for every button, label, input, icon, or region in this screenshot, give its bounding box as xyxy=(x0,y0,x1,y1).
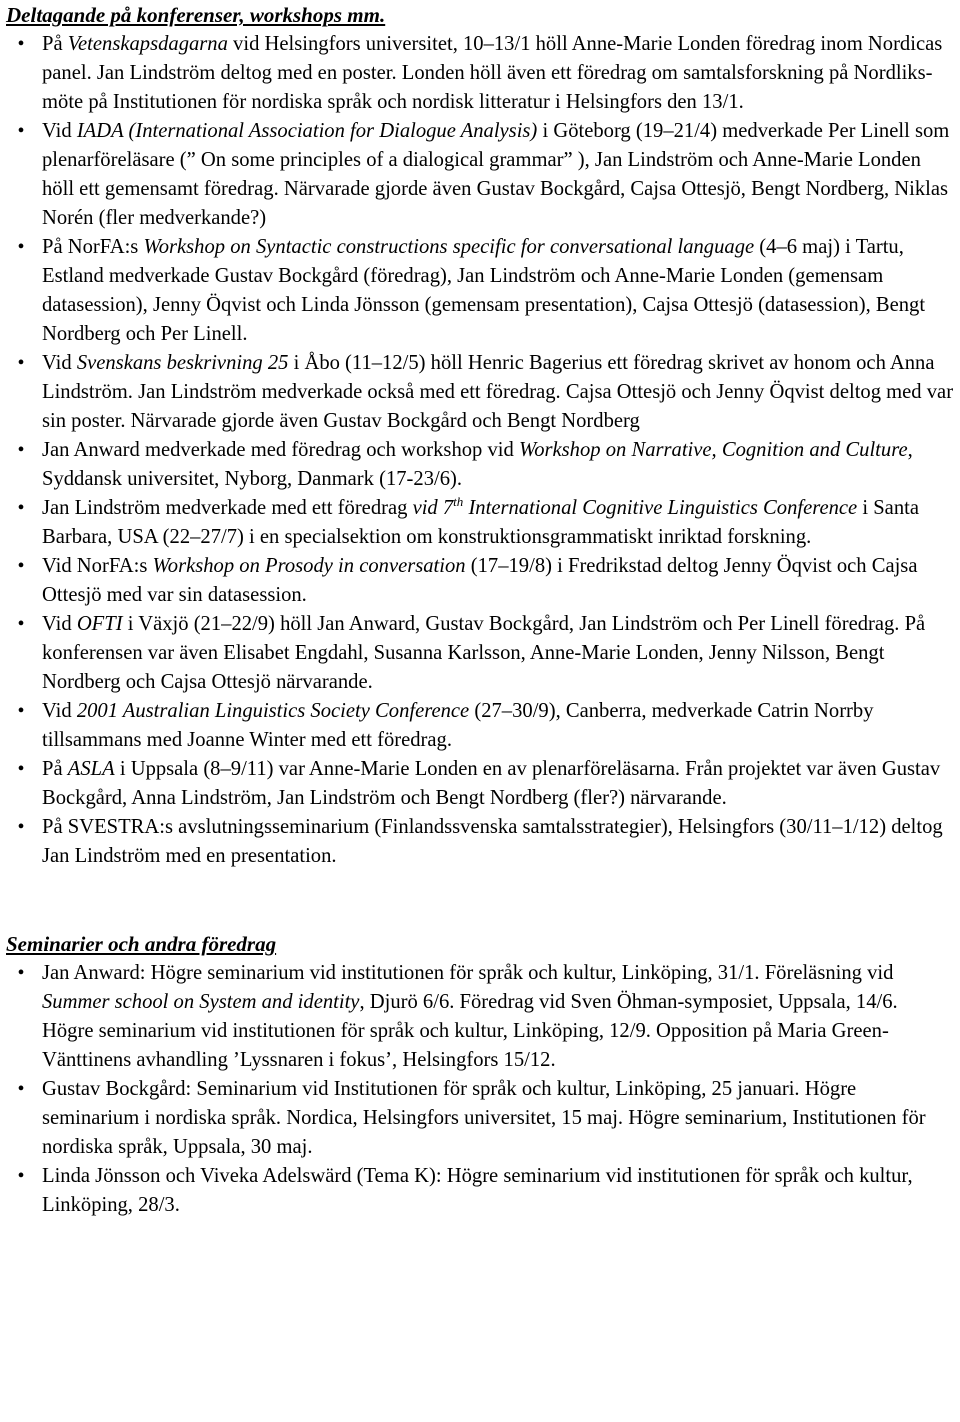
list-item xyxy=(6,813,954,871)
section-heading-conferences: Deltagande på konferenser, workshops mm. xyxy=(6,3,386,27)
bullet-icon: • xyxy=(17,33,25,55)
item-text: Vid xyxy=(42,120,77,142)
conference-list xyxy=(6,30,954,871)
item-text: i Santa Barbara, USA (22–27/7) i en specialsektion om konstruktionsgrammatiskt inriktad forskning. xyxy=(42,497,919,548)
list-item xyxy=(6,117,954,233)
item-text: Jan Anward medverkade med föredrag och workshop vid xyxy=(42,439,519,461)
item-italic: Svenskans beskrivning 25 xyxy=(76,352,289,374)
bullet-icon: • xyxy=(17,962,25,984)
bullet-icon: • xyxy=(17,439,25,461)
item-italic: IADA (International Association for Dialogue Analysis) xyxy=(76,120,538,142)
list-item xyxy=(6,755,954,813)
item-text: På xyxy=(42,33,68,55)
item-italic: ASLA xyxy=(67,758,115,780)
list-item xyxy=(6,494,954,552)
list-item xyxy=(6,610,954,697)
list-item xyxy=(6,552,954,610)
seminar-list xyxy=(6,959,954,1220)
item-italic: 2001 Australian Linguistics Society Conference xyxy=(76,700,470,722)
list-item xyxy=(6,959,954,1075)
item-italic: Summer school on System and identity xyxy=(42,991,360,1013)
item-text: vid Helsingfors universitet, 10–13/1 höll Anne-Marie Londen föredrag inom Nordicas panel. Jan Lindström deltog med en poster. Londen höll även ett föredrag om samtalsforskning på Nordliks-möte på Institutionen för nordiska språk och nordisk litteratur i Helsingfors den 13/1. xyxy=(42,33,943,113)
list-item xyxy=(6,30,954,117)
bullet-icon: • xyxy=(17,1078,25,1100)
bullet-icon: • xyxy=(17,700,25,722)
item-text: (17–19/8) i Fredrikstad deltog Jenny Öqvist och Cajsa Ottesjö med var sin datasession. xyxy=(42,555,918,606)
item-text: På NorFA:s xyxy=(42,236,144,258)
list-item xyxy=(6,233,954,349)
bullet-icon: • xyxy=(17,120,25,142)
bullet-icon: • xyxy=(17,613,25,635)
item-text: Vid NorFA:s xyxy=(42,555,153,577)
bullet-icon: • xyxy=(17,236,25,258)
item-text: Jan Lindström medverkade med ett föredrag xyxy=(42,497,413,519)
item-text: Vid xyxy=(42,700,77,722)
item-italic: International Cognitive Linguistics Conference xyxy=(463,497,858,519)
item-italic: Workshop on Syntactic constructions specific for conversational language xyxy=(143,236,755,258)
bullet-icon: • xyxy=(17,758,25,780)
list-item xyxy=(6,436,954,494)
item-text: På xyxy=(42,758,68,780)
item-text: Vid xyxy=(42,352,77,374)
item-text: Linda Jönsson och Viveka Adelswärd (Tema K): Högre seminarium vid institutionen för språk och kultur, Linköping, 28/3. xyxy=(42,1165,913,1216)
item-text: (4–6 maj) i Tartu, Estland medverkade Gustav Bockgård (föredrag), Jan Lindström och Anne-Marie Londen (gemensam datasession), Jenny Öqvist och Linda Jönsson (gemensam presentation), Cajsa Ottesjö (datasession), Bengt Nordberg och Per Linell. xyxy=(42,236,926,345)
item-text: Vid xyxy=(42,613,77,635)
item-text: , Syddansk universitet, Nyborg, Danmark (17-23/6). xyxy=(42,439,913,490)
bullet-icon: • xyxy=(17,352,25,374)
item-text: Jan Anward: Högre seminarium vid institutionen för språk och kultur, Linköping, 31/1. Föreläsning vid xyxy=(42,962,894,984)
item-text: Gustav Bockgård: Seminarium vid Institutionen för språk och kultur, Linköping, 25 januari. Högre seminarium i nordiska språk. Nordica, Helsingfors universitet, 15 maj. Högre seminarium, Institutionen för nordiska språk, Uppsala, 30 maj. xyxy=(42,1078,926,1158)
item-text: i Uppsala (8–9/11) var Anne-Marie Londen en av plenarföreläsarna. Från projektet var även Gustav Bockgård, Anna Lindström, Jan Lindström och Bengt Nordberg (fler?) närvarande. xyxy=(42,758,941,809)
list-item xyxy=(6,1075,954,1162)
item-italic: Workshop on Prosody in conversation xyxy=(152,555,466,577)
list-item xyxy=(6,349,954,436)
bullet-icon: • xyxy=(17,1165,25,1187)
bullet-icon: • xyxy=(17,555,25,577)
item-italic: Vetenskapsdagarna xyxy=(67,33,228,55)
item-text: i Åbo (11–12/5) höll Henric Bagerius ett föredrag skrivet av honom och Anna Lindström. Jan Lindström medverkade också med ett föredrag. Cajsa Ottesjö och Jenny Öqvist deltog med var sin poster. Närvarade gjorde även Gustav Bockgård och Bengt Nordberg xyxy=(42,352,954,432)
section-heading-seminars: Seminarier och andra föredrag xyxy=(6,932,277,956)
item-text: i Växjö (21–22/9) höll Jan Anward, Gustav Bockgård, Jan Lindström och Per Linell föredrag. På konferensen var även Elisabet Engdahl, Susanna Karlsson, Anne-Marie Londen, Jenny Nilsson, Bengt Nordberg och Cajsa Ottesjö närvarande. xyxy=(42,613,926,693)
item-text: , Djurö 6/6. Föredrag vid Sven Öhman-symposiet, Uppsala, 14/6. Högre seminarium vid institutionen för språk och kultur, Linköping, 12/9. Opposition på Maria Green-Vänttinens avhandling ’Lyssnaren i fokus’, Helsingfors 15/12. xyxy=(42,991,898,1071)
item-text: På SVESTRA:s avslutningsseminarium (Finlandssvenska samtalsstrategier), Helsingfors (30/11–1/12) deltog Jan Lindström med en presentation. xyxy=(42,816,943,867)
list-item xyxy=(6,1162,954,1220)
bullet-icon: • xyxy=(17,816,25,838)
item-text: (27–30/9), Canberra, medverkade Catrin Norrby tillsammans med Joanne Winter med ett föredrag. xyxy=(42,700,874,751)
list-item xyxy=(6,697,954,755)
item-italic: OFTI xyxy=(76,613,123,635)
item-italic: vid 7 xyxy=(412,497,454,519)
item-superscript: th xyxy=(453,494,464,510)
bullet-icon: • xyxy=(17,497,25,519)
item-italic: Workshop on Narrative, Cognition and Culture xyxy=(518,439,908,461)
item-text: i Göteborg (19–21/4) medverkade Per Linell som plenarföreläsare (” On some principles of a dialogical grammar” ), Jan Lindström och Anne-Marie Londen höll ett gemensamt föredrag. Närvarade gjorde även Gustav Bockgård, Cajsa Ottesjö, Bengt Nordberg, Niklas Norén (fler medverkande?) xyxy=(42,120,950,229)
